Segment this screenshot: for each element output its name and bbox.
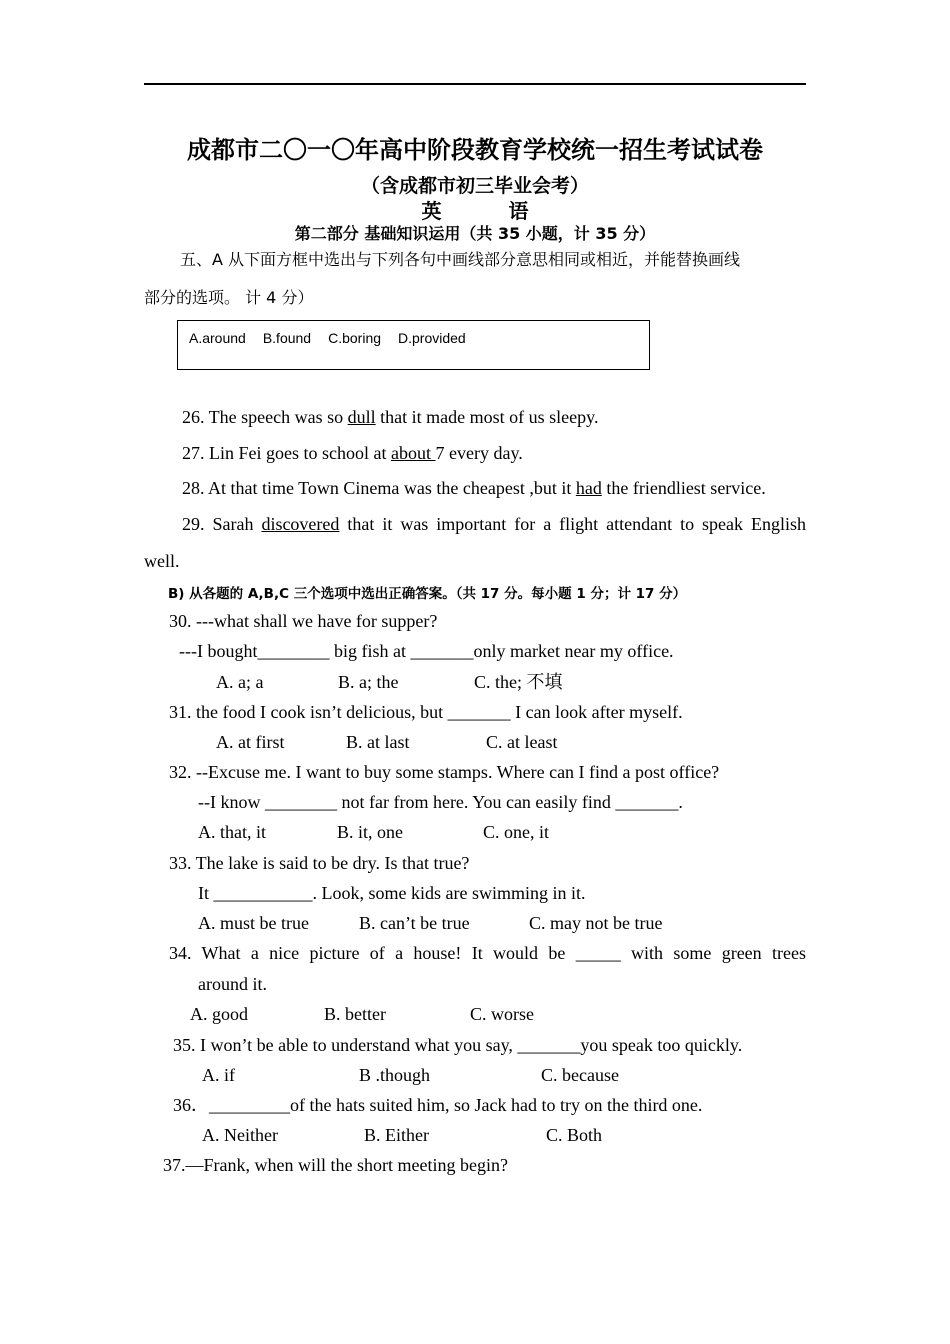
question-37: 37.—Frank, when will the short meeting begin? (163, 1155, 508, 1175)
question-27: 27. Lin Fei goes to school at about 7 every day. (182, 443, 523, 463)
question-29: 29. Sarah discovered that it was important for a flight attendant to speak English (182, 514, 807, 534)
option-a[interactable]: A. a; a (216, 672, 264, 692)
question-30-line2: ---I bought________ big fish at _______only market near my office. (179, 641, 674, 661)
underlined-word: about (390, 443, 436, 463)
question-26: 26. The speech was so dull that it made most of us sleepy. (182, 407, 599, 427)
option-a[interactable]: A. if (202, 1065, 235, 1085)
underlined-word: dull (347, 407, 376, 427)
option-c[interactable]: C. may not be true (529, 913, 663, 933)
question-34-line2: around it. (198, 974, 267, 994)
option-a[interactable]: A. at first (216, 732, 285, 752)
option-b[interactable]: B. better (324, 1004, 386, 1024)
subject-label: 英 语 (421, 199, 529, 223)
option-b[interactable]: B. Either (364, 1125, 429, 1145)
word-box-option: B.found (262, 330, 312, 346)
header-rule (144, 83, 806, 85)
section-a-instruction-cont: 部分的选项。 计 4 分） (144, 288, 314, 307)
section-b-heading: B) 从各题的 A,B,C 三个选项中选出正确答案。（共 17 分。每小题 1 分；计 17 分） (168, 586, 687, 602)
option-a[interactable]: A. must be true (198, 913, 309, 933)
question-28: 28. At that time Town Cinema was the cheapest ,but it had the friendliest service. (182, 478, 766, 498)
section-a-instruction: 五、A 从下面方框中选出与下列各句中画线部分意思相同或相近，并能替换画线 (180, 250, 741, 269)
question-29-cont: well. (144, 551, 180, 571)
question-35: 35. I won’t be able to understand what you say, _______you speak too quickly. (173, 1035, 743, 1055)
option-b[interactable]: B. it, one (337, 822, 403, 842)
question-33-line2: It ___________. Look, some kids are swimming in it. (198, 883, 586, 903)
option-b[interactable]: B. can’t be true (359, 913, 470, 933)
option-b[interactable]: B. at last (346, 732, 410, 752)
option-c[interactable]: C. worse (470, 1004, 534, 1024)
word-box-option: A.around (189, 330, 246, 346)
option-a[interactable]: A. good (190, 1004, 248, 1024)
question-34: 34. What a nice picture of a house! It would be _____ with some green trees (169, 943, 806, 963)
question-32-line2: --I know ________ not far from here. You can easily find _______. (198, 792, 683, 812)
word-box-option: D.provided (398, 330, 466, 346)
option-c[interactable]: C. one, it (483, 822, 549, 842)
option-c[interactable]: C. Both (546, 1125, 603, 1145)
option-c[interactable]: C. at least (486, 732, 558, 752)
question-33: 33. The lake is said to be dry. Is that true? (169, 853, 470, 873)
question-31: 31. the food I cook isn’t delicious, but _______ I can look after myself. (169, 702, 683, 722)
option-c[interactable]: C. because (541, 1065, 619, 1085)
exam-subtitle: （含成都市初三毕业会考） (360, 175, 589, 197)
option-b[interactable]: B .though (359, 1065, 431, 1085)
question-30: 30. ---what shall we have for supper? (169, 611, 438, 631)
part-heading: 第二部分 基础知识运用（共 35 小题，计 35 分） (294, 224, 656, 243)
word-box-option: C.boring (328, 330, 382, 346)
option-b[interactable]: B. a; the (338, 672, 399, 692)
underlined-word: discovered (261, 514, 340, 534)
word-box (177, 320, 650, 370)
option-c[interactable]: C. the; 不填 (474, 672, 563, 692)
question-36: 36．_________of the hats suited him, so Jack had to try on the third one. (173, 1095, 703, 1115)
underlined-word: had (575, 478, 602, 498)
exam-title: 成都市二〇一〇年高中阶段教育学校统一招生考试试卷 (187, 136, 763, 164)
option-a[interactable]: A. Neither (202, 1125, 278, 1145)
question-32: 32. --Excuse me. I want to buy some stamps. Where can I find a post office? (169, 762, 720, 782)
option-a[interactable]: A. that, it (198, 822, 266, 842)
